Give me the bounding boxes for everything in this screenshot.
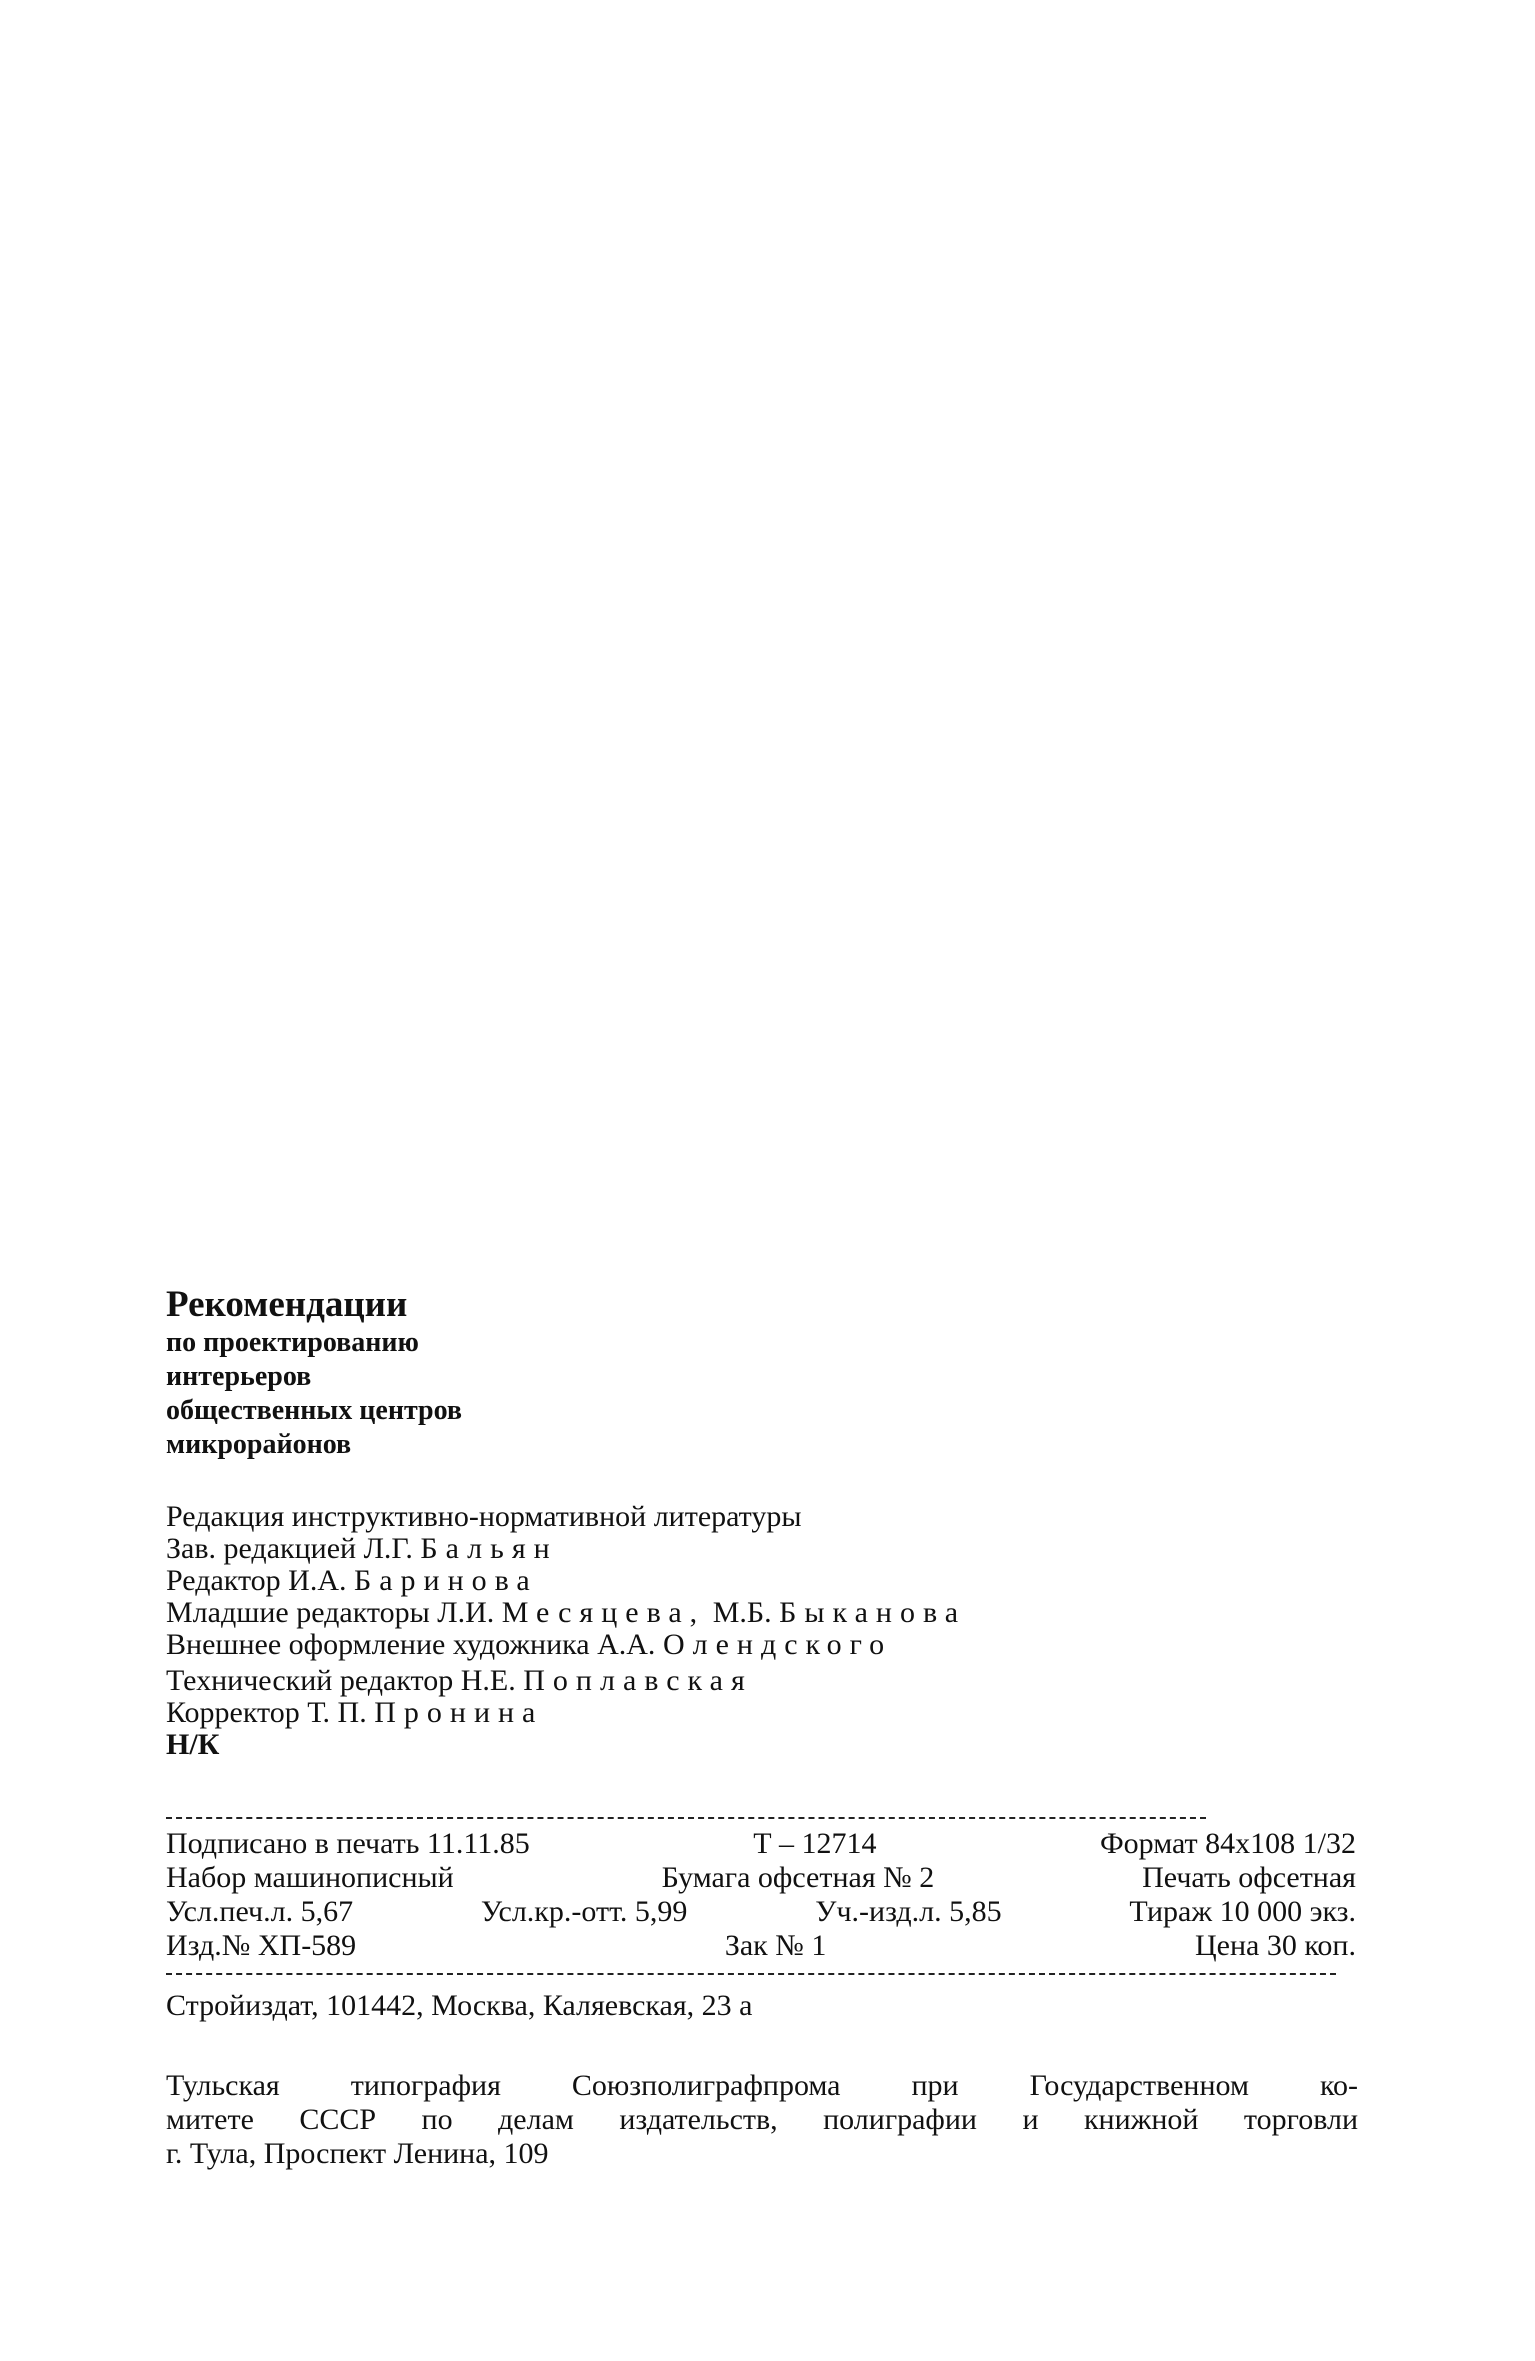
- publisher-address: Стройиздат, 101442, Москва, Каляевская, 23 а: [166, 1989, 753, 2022]
- t-number: Т – 12714: [753, 1827, 877, 1860]
- typeset: Набор машинописный: [166, 1861, 454, 1894]
- printer-line: Тульская типография Союзполиграфпрома при Государственном ко-: [166, 2069, 1358, 2102]
- zak-number: Зак № 1: [724, 1929, 827, 1962]
- price: Цена 30 коп.: [1195, 1929, 1356, 1962]
- uch-izd: Уч.-изд.л. 5,85: [815, 1895, 1002, 1928]
- book-subtitle-line: по проектированию: [166, 1327, 419, 1358]
- spec-row: [166, 1827, 1356, 1861]
- print-specs: [166, 1827, 1356, 1963]
- signed-date: Подписано в печать 11.11.85: [166, 1827, 530, 1860]
- printer-line: г. Тула, Проспект Ленина, 109: [166, 2137, 549, 2170]
- credits: [166, 1501, 1366, 1761]
- junior-editor-initials: М.Б.: [712, 1596, 772, 1629]
- proofreader-label: Корректор Т. П.: [166, 1696, 367, 1729]
- book-subtitle-line: общественных центров: [166, 1395, 463, 1426]
- book-title: Рекомендации: [166, 1284, 408, 1325]
- proofreader-line: [166, 1697, 1366, 1729]
- editor-line: [166, 1565, 1366, 1597]
- paper: Бумага офсетная № 2: [661, 1861, 935, 1894]
- head-editor-label: Зав. редакцией Л.Г.: [166, 1532, 413, 1565]
- head-editor-name: Бальян: [420, 1532, 558, 1565]
- junior-editor-name-2: Быканова: [779, 1596, 967, 1629]
- divider-dashed-top: [166, 1817, 1206, 1819]
- design-name: Олендского: [662, 1628, 893, 1661]
- izd-number: Изд.№ ХП-589: [166, 1929, 357, 1962]
- divider-dashed-bottom: [166, 1973, 1336, 1975]
- spec-row: [166, 1895, 1356, 1929]
- book-subtitle-line: интерьеров: [166, 1361, 312, 1392]
- junior-editor-name-1: Месяцева,: [501, 1596, 706, 1629]
- head-editor-line: [166, 1533, 1366, 1565]
- edition-line: Редакция инструктивно-нормативной литературы: [166, 1500, 802, 1533]
- imprint-block: [166, 1285, 1366, 2171]
- tech-editor-label: Технический редактор Н.Е.: [166, 1664, 516, 1697]
- design-label: Внешнее оформление художника А.А.: [166, 1628, 656, 1661]
- format: Формат 84х108 1/32: [1099, 1827, 1356, 1860]
- tirazh: Тираж 10 000 экз.: [1129, 1895, 1356, 1928]
- print-method: Печать офсетная: [1142, 1861, 1356, 1894]
- spec-row: [166, 1861, 1356, 1895]
- editor-name: Баринова: [354, 1564, 538, 1597]
- printer-line: митете СССР по делам издательств, полиграфии и книжной торговли: [166, 2103, 1358, 2136]
- proofreader-name: Пронина: [374, 1696, 544, 1729]
- printer-info: [166, 2069, 1358, 2171]
- design-line: [166, 1629, 1366, 1661]
- nk-mark: Н/К: [166, 1728, 220, 1761]
- editor-label: Редактор И.А.: [166, 1564, 347, 1597]
- book-subtitle-line: микрорайонов: [166, 1429, 352, 1460]
- tech-editor-name: Поплавская: [523, 1664, 753, 1697]
- junior-editors-label: Младшие редакторы Л.И.: [166, 1596, 495, 1629]
- tech-editor-line: [166, 1665, 1366, 1697]
- spec-row: [166, 1929, 1356, 1963]
- usl-kr: Усл.кр.-отт. 5,99: [480, 1895, 688, 1928]
- usl-pech: Усл.печ.л. 5,67: [166, 1895, 354, 1928]
- junior-editors-line: [166, 1597, 1366, 1629]
